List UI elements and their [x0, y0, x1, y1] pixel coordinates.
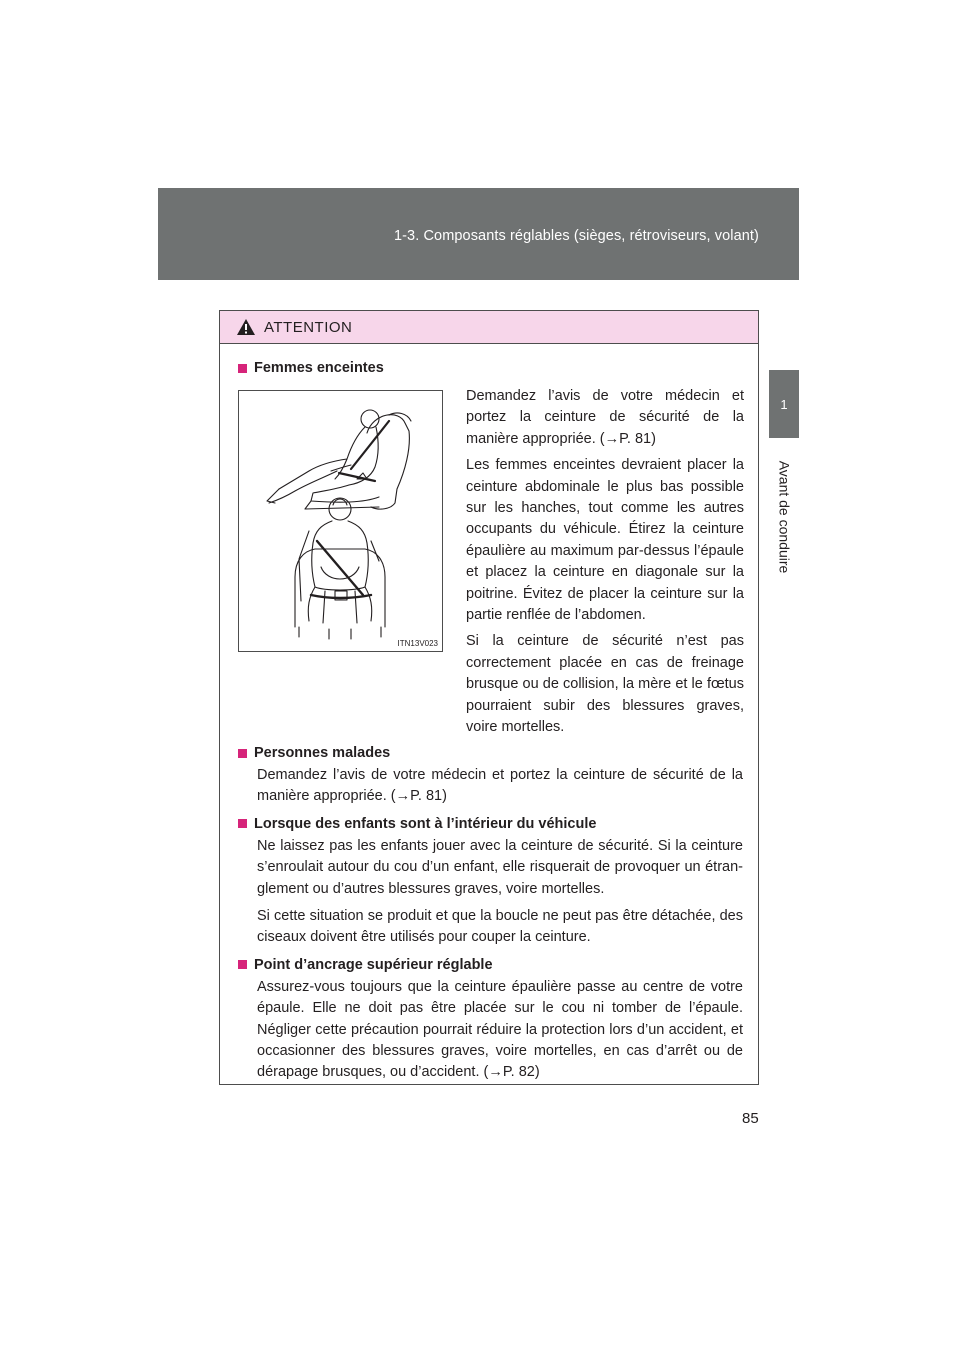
caution-title: ATTENTION — [264, 318, 353, 336]
bullet-square-icon — [238, 749, 247, 758]
caution-box — [219, 310, 759, 1085]
paragraph: Demandez l’avis de votre médecin et portez la ceinture de sécurité de la manière appropriée. (→P. 81) — [466, 388, 744, 447]
chapter-title: Avant de conduire — [776, 460, 793, 574]
page-number: 85 — [742, 1110, 759, 1127]
section-title: 1-3. Composants réglables (sièges, rétroviseurs, volant) — [393, 228, 759, 244]
chapter-number: 1 — [780, 396, 788, 412]
section-heading-point-ancrage: Point d’ancrage supérieur réglable — [238, 955, 743, 975]
pregnant-seatbelt-illustration — [238, 390, 443, 652]
pregnant-text-column — [466, 386, 744, 744]
paragraph: Si cette situation se produit et que la boucle ne peut pas être détachée, des ciseaux doivent être utilisés pour couper la ceinture. — [257, 908, 743, 946]
caution-header — [220, 311, 758, 344]
section-heading-enfants: Lorsque des enfants sont à l’intérieur du véhicule — [238, 814, 743, 834]
section-heading-personnes-malades: Personnes malades — [238, 743, 743, 763]
warning-triangle-icon — [236, 318, 256, 336]
paragraph: Les femmes enceintes devraient placer la ceinture abdominale le plus bas possible sur les hanches, tout comme les autres occupants du véhicule. Étirez la ceinture épaulière au maximum par-dessus l’épaule et placez la ceinture en diagonale sur la poitrine. Évitez de placer la ceinture sur la partie renflée de l’abdomen. — [466, 457, 744, 624]
caution-content — [220, 344, 758, 1084]
chapter-tab — [769, 370, 799, 438]
paragraph: Assurez-vous toujours que la ceinture épaulière passe au centre de votre épaule. Elle ne doit pas être placée sur le cou ni tomber de l’épaule. Négliger cette précaution pourrait réduire la protection lors d’un accident, et occasionner des blessures graves, voire mortelles, en cas d’arrêt ou de dérapage brusques, ou d’accident. (→P. 82) — [257, 978, 743, 1081]
paragraph: Ne laissez pas les enfants jouer avec la ceinture de sécurité. Si la ceinture s’enroulait autour du cou d’un enfant, elle risquerait de provoquer un étran-glement ou d’autres blessures graves, voire mortelles. — [257, 837, 743, 897]
lower-sections — [238, 743, 743, 1090]
section-heading-femmes-enceintes: Femmes enceintes — [238, 358, 743, 378]
paragraph: Si la ceinture de sécurité n’est pas correctement placée en cas de freinage brusque ou de collision, la mère et le fœtus pourraient subir des blessures graves, voire mortelles. — [466, 633, 744, 736]
bullet-square-icon — [238, 364, 247, 373]
section-header-band — [158, 188, 799, 280]
chapter-title-vertical — [766, 452, 802, 582]
paragraph: Demandez l’avis de votre médecin et portez la ceinture de sécurité de la manière appropriée. (→P. 81) — [257, 767, 743, 805]
figure-reference-label: ITN13V023 — [397, 639, 438, 648]
bullet-square-icon — [238, 819, 247, 828]
bullet-square-icon — [238, 960, 247, 969]
